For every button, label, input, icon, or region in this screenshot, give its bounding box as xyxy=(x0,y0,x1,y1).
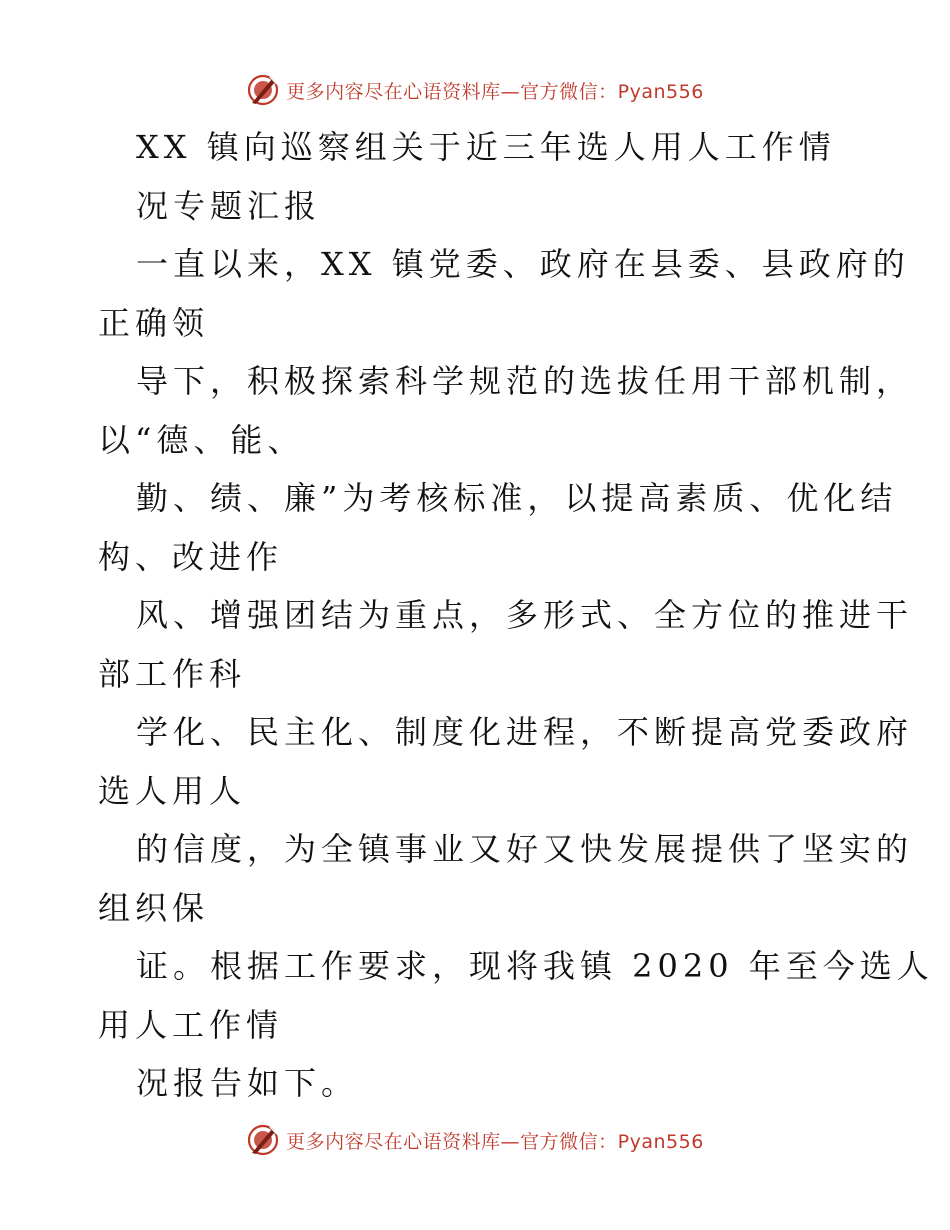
header-watermark xyxy=(0,70,950,110)
paragraph-line: 用人工作情 xyxy=(98,1005,284,1044)
paragraph-line: 组织保 xyxy=(98,888,210,927)
title-line-2: 况专题汇报 xyxy=(136,186,322,225)
paragraph-line: 勤、绩、廉”为考核标准，以提高素质、优化结 xyxy=(136,479,898,517)
document-body xyxy=(98,118,934,1113)
paragraph-line: 风、增强团结为重点，多形式、全方位的推进干 xyxy=(136,596,914,634)
watermark-text: 更多内容尽在心语资料库—官方微信：Pyan556 xyxy=(286,80,704,103)
quill-logo-icon xyxy=(246,1123,280,1157)
paragraph-line: 一直以来，XX 镇党委、政府在县委、县政府的 xyxy=(136,245,910,283)
paragraph-line: 证。根据工作要求，现将我镇 2020 年至今选人 xyxy=(136,947,934,985)
paragraph-line: 构、改进作 xyxy=(98,537,284,576)
title-line-1: XX 镇向巡察组关于近三年选人用人工作情 xyxy=(136,128,836,166)
footer-watermark xyxy=(0,1120,950,1160)
paragraph-line: 以“德、能、 xyxy=(98,420,305,459)
paragraph-line: 况报告如下。 xyxy=(136,1064,359,1102)
paragraph-line: 部工作科 xyxy=(98,654,247,693)
paragraph-line: 正确领 xyxy=(98,303,210,342)
paragraph-line: 导下，积极探索科学规范的选拔任用干部机制， xyxy=(136,362,914,400)
paragraph-line: 学化、民主化、制度化进程，不断提高党委政府 xyxy=(136,713,914,751)
paragraph-line: 的信度，为全镇事业又好又快发展提供了坚实的 xyxy=(136,830,914,868)
paragraph-line: 选人用人 xyxy=(98,771,247,810)
watermark-text: 更多内容尽在心语资料库—官方微信：Pyan556 xyxy=(286,1130,704,1153)
quill-logo-icon xyxy=(246,73,280,107)
